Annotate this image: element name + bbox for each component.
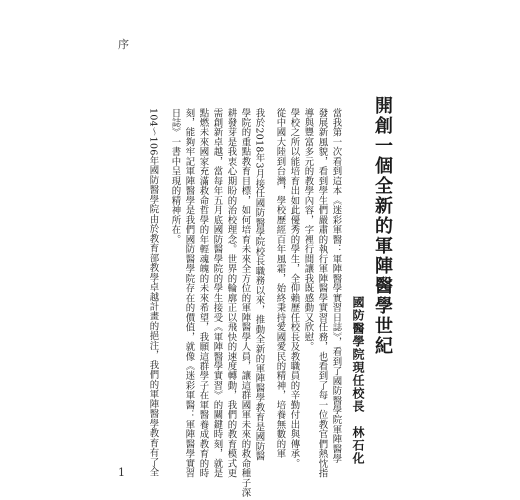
- body-line: 發展新風貌，看到學生們嚴肅的執行軍陣醫學實習任務，也看到了每一位教官們熱忱指: [316, 108, 328, 479]
- body-line: 學校之所以能培育出如此優秀的學生，全仰賴歷任校長及教職員的辛勤付出與傳承。: [288, 108, 300, 469]
- body-line: 從中國大陸到台灣，學校歷經百年風霜，始終秉持愛國愛民的精神，培養無數的軍: [274, 108, 286, 459]
- body-line: 104～106年國防醫學院由於教育部教學卓越計畫的挹注，我們的軍陣醫學教育有了全: [147, 108, 159, 478]
- body-line: 日誌》一書中呈現的精神所在。: [169, 108, 181, 245]
- body-line: 刻，能夠牢記軍陣醫學是我們國防醫學院存在的價值，就像《迷彩軍醫：軍陣醫學實習: [183, 108, 195, 479]
- body-line: 當我第一次看到這本《迷彩軍醫：軍陣醫學實習日誌》，看到了國防醫學院軍陣醫學: [330, 108, 342, 464]
- article-title: 開創一個全新的軍陣醫學世紀: [372, 96, 393, 356]
- body-line: 點燃未來國家充滿救命哲學的年輕魂魄的未來希望，我願這群學子在軍醫養成教育的時: [197, 108, 209, 479]
- body-line: 我於2018年3月接任國防醫學院校長職務以來，推動全新的軍陣醫學教育是國防醫: [253, 108, 265, 461]
- body-line: 導與豐富多元的教學內容，字裡行間讓我既感動又欣慰。: [302, 108, 314, 352]
- body-line: 需創新卓越，當每年五月底國防醫學院的學生接受《軍陣醫學實習》的關鍵時刻，就是: [211, 108, 223, 479]
- author-line: 國防醫學院現任校長 林石化: [351, 296, 365, 465]
- body-line: 耕發芽是我衷心期盼的治校理念。世界的輪廓正以飛快的速度轉動，我們的教育模式更: [225, 108, 237, 479]
- section-label: 序: [118, 38, 129, 51]
- page-number: 1: [118, 466, 125, 479]
- body-line: 學院的重點教育目標，如何培育未來全方位的軍陣醫學人員，讓這群國軍未來的救命種子深: [239, 108, 251, 498]
